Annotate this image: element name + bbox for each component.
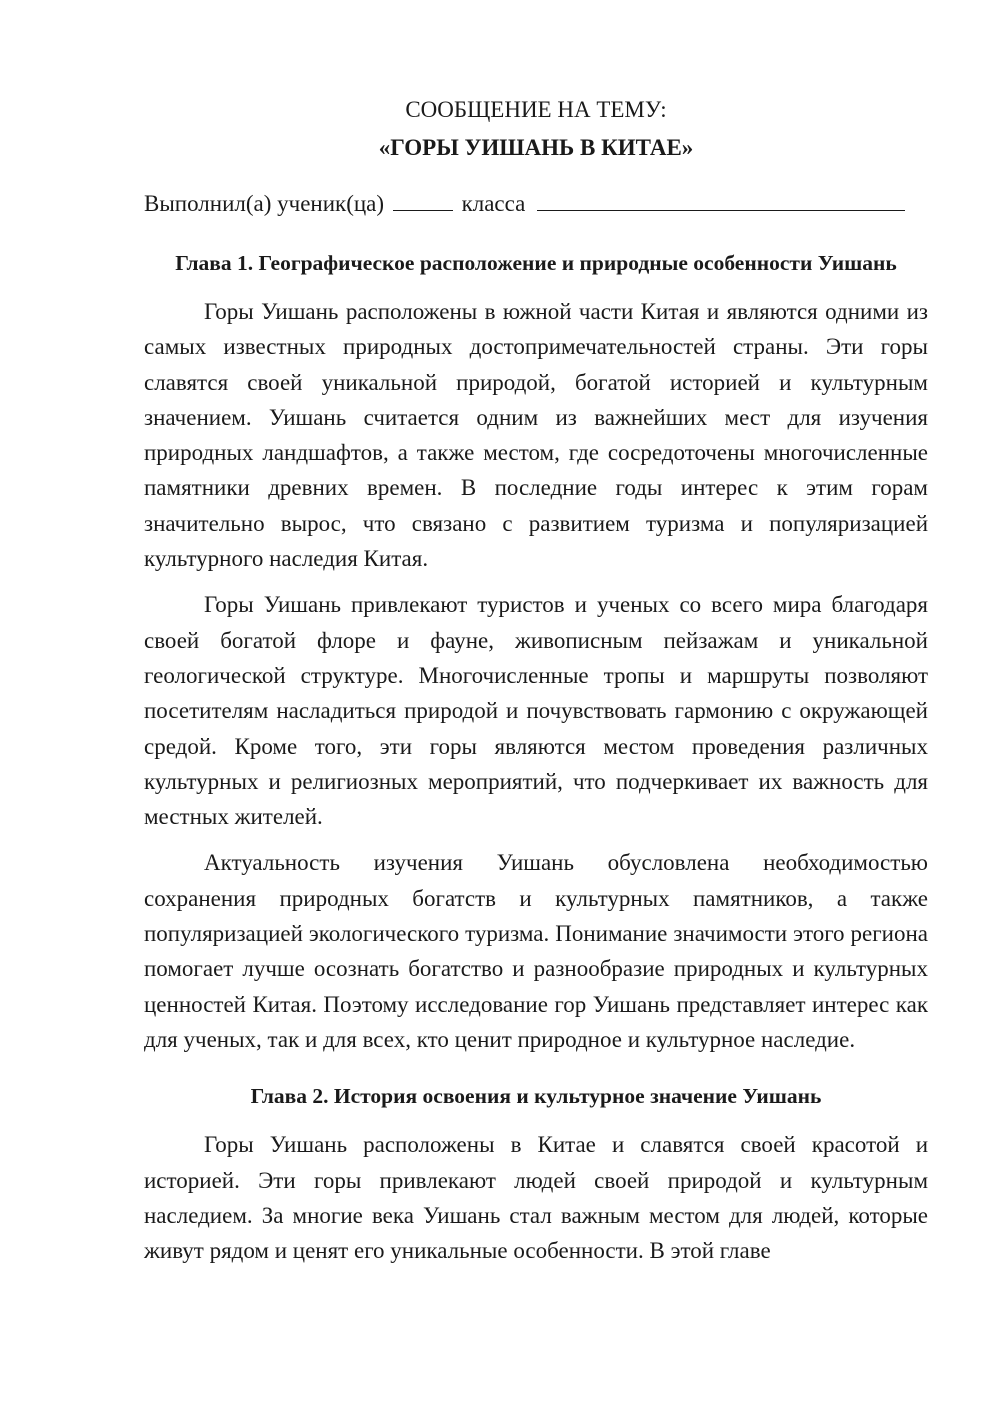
class-number-blank [393, 186, 453, 211]
document-header: СООБЩЕНИЕ НА ТЕМУ: [405, 97, 667, 122]
chapter-2-title: Глава 2. История освоения и культурное значение Уишань [250, 1084, 822, 1109]
author-prefix: Выполнил(а) ученик(ца) [144, 191, 385, 216]
chapter-1-paragraph-2: Горы Уишань привлекают туристов и ученых со всего мира благодаря своей богатой флоре и фауне, живописным пейзажам и уникальной геологической структуре. Многочисленные тропы и маршруты позволяют посетителям насладиться природой и почувствовать гармонию с окружающей средой. Кроме того, эти горы являются местом проведения различных культурных и религиозных мероприятий, что подчеркивает их важность для местных жителей. [144, 592, 928, 830]
student-name-blank [537, 186, 905, 211]
author-line [144, 186, 928, 222]
document-page [144, 92, 928, 1268]
chapter-1-paragraph-3: Актуальность изучения Уишань обусловлена необходимостью сохранения природных богатств и культурных памятников, а также популяризацией экологического туризма. Понимание значимости этого региона помогает лучше осознать богатство и разнообразие природных и культурных ценностей Китая. Поэтому исследование гор Уишань представляет интерес как для ученых, так и для всех, кто ценит природное и культурное наследие. [144, 850, 928, 1052]
chapter-1-paragraph-1: Горы Уишань расположены в южной части Китая и являются одними из самых известных природных достопримечательностей страны. Эти горы славятся своей уникальной природой, богатой историей и культурным значением. Уишань считается одним из важнейших мест для изучения природных ландшафтов, а также местом, где сосредоточены многочисленные памятники древних времен. В последние годы интерес к этим горам значительно вырос, что связано с развитием туризма и популяризацией культурного наследия Китая. [144, 299, 928, 572]
chapter-2-paragraph-1: Горы Уишань расположены в Китае и славятся своей красотой и историей. Эти горы привлекают людей своей природой и культурным наследием. За многие века Уишань стал важным местом для людей, которые живут рядом и ценят его уникальные особенности. В этой главе [144, 1132, 928, 1264]
document-title: «ГОРЫ УИШАНЬ В КИТАЕ» [378, 135, 694, 160]
author-middle: класса [461, 191, 526, 216]
chapter-1-title: Глава 1. Географическое расположение и природные особенности Уишань [175, 251, 897, 275]
